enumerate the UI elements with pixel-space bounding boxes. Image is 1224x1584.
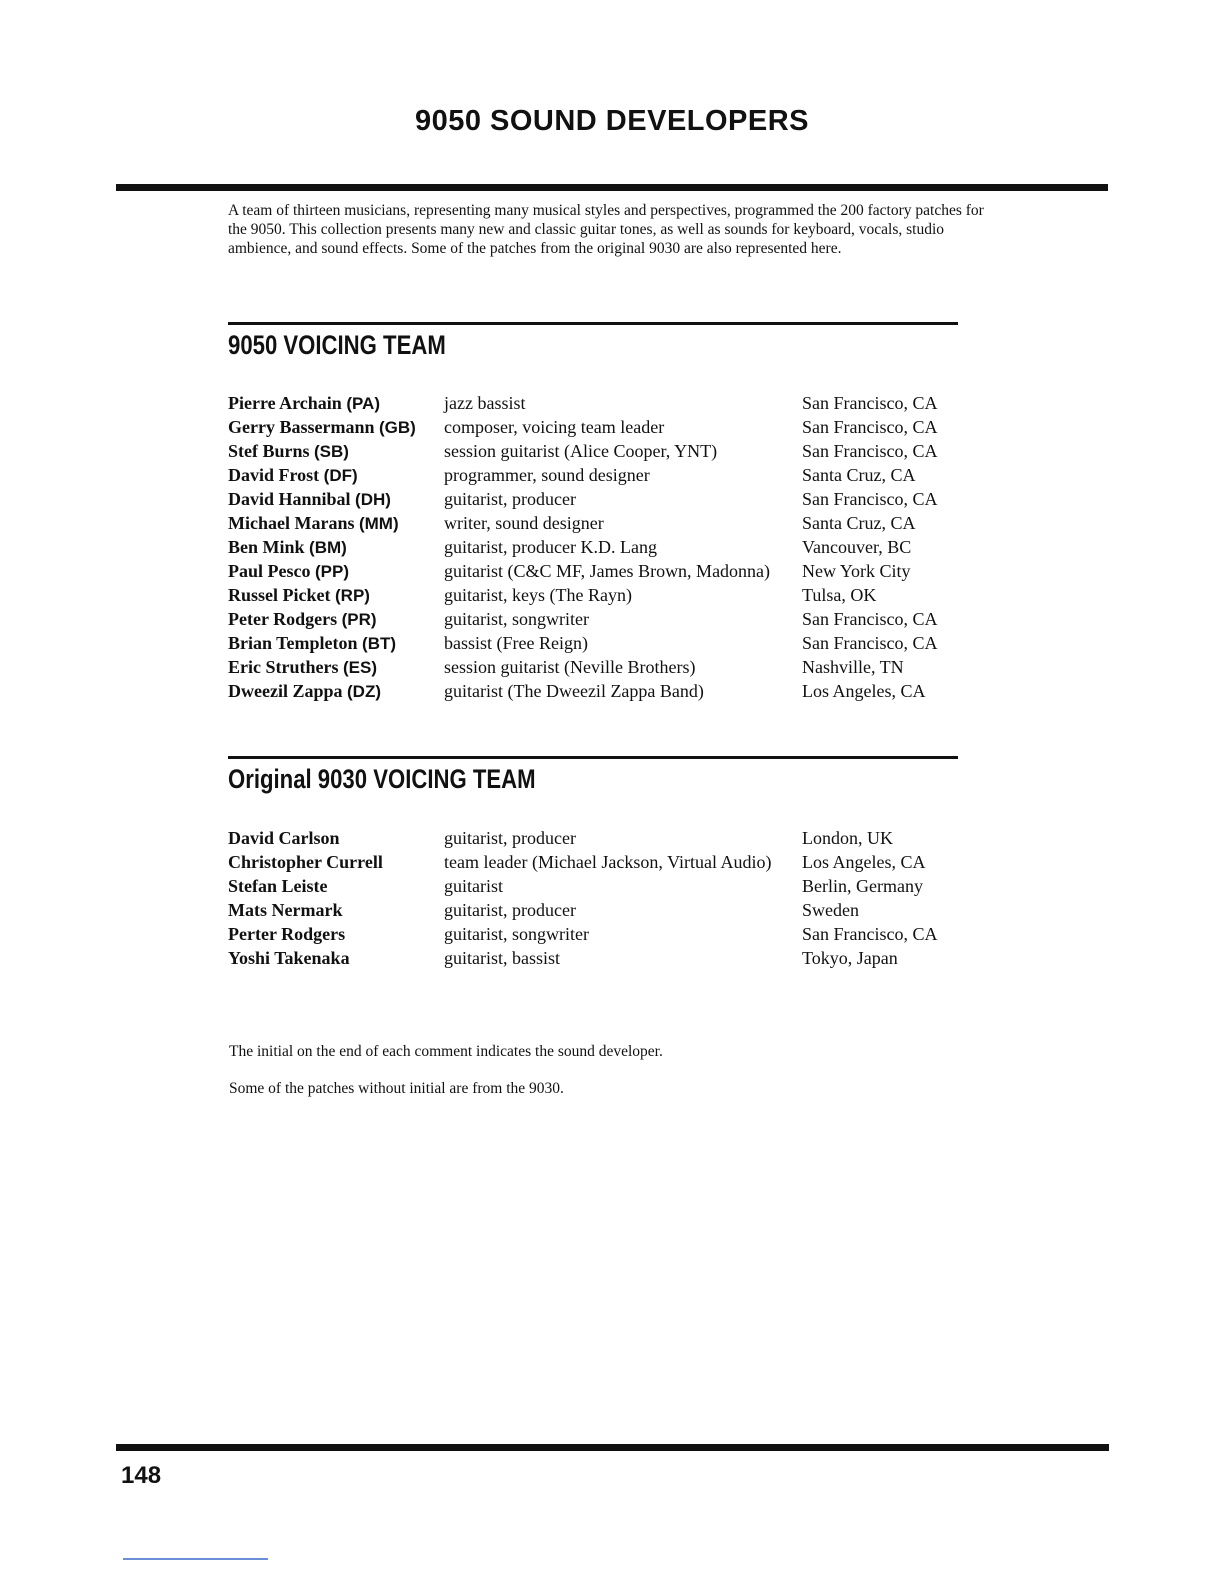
voicing-team-list bbox=[228, 391, 988, 703]
team-member-row bbox=[228, 439, 988, 463]
team-member-row bbox=[228, 874, 988, 898]
member-location: London, UK bbox=[802, 828, 893, 848]
member-name: Eric Struthers (ES) bbox=[228, 657, 377, 677]
member-role: jazz bassist bbox=[444, 393, 526, 413]
member-role: team leader (Michael Jackson, Virtual Audio) bbox=[444, 852, 772, 872]
bottom-divider bbox=[116, 1444, 1109, 1451]
member-location: Santa Cruz, CA bbox=[802, 465, 916, 485]
member-name: Ben Mink (BM) bbox=[228, 537, 347, 557]
member-role: bassist (Free Reign) bbox=[444, 633, 588, 653]
member-location: San Francisco, CA bbox=[802, 633, 938, 653]
member-location: Vancouver, BC bbox=[802, 537, 912, 557]
team-member-row bbox=[228, 946, 988, 970]
member-name: David Frost (DF) bbox=[228, 465, 358, 485]
page-number: 148 bbox=[121, 1462, 162, 1489]
member-location: San Francisco, CA bbox=[802, 441, 938, 461]
footnote: Some of the patches without initial are from the 9030. bbox=[229, 1080, 564, 1097]
member-name: Perter Rodgers bbox=[228, 924, 346, 944]
member-name: Christopher Currell bbox=[228, 852, 383, 872]
footnote: The initial on the end of each comment indicates the sound developer. bbox=[229, 1043, 663, 1060]
member-role: guitarist (The Dweezil Zappa Band) bbox=[444, 681, 704, 701]
member-location: San Francisco, CA bbox=[802, 393, 938, 413]
member-role: guitarist bbox=[444, 876, 503, 896]
team-member-row bbox=[228, 559, 988, 583]
team-member-row bbox=[228, 607, 988, 631]
member-role: programmer, sound designer bbox=[444, 465, 650, 485]
member-location: Los Angeles, CA bbox=[802, 681, 926, 701]
member-name: Stef Burns (SB) bbox=[228, 441, 349, 461]
member-name: David Hannibal (DH) bbox=[228, 489, 391, 509]
team-member-row bbox=[228, 922, 988, 946]
member-name: Paul Pesco (PP) bbox=[228, 561, 349, 581]
member-name: Michael Marans (MM) bbox=[228, 513, 399, 533]
member-location: Sweden bbox=[802, 900, 859, 920]
member-name: Peter Rodgers (PR) bbox=[228, 609, 377, 629]
member-location: New York City bbox=[802, 561, 911, 581]
member-location: Santa Cruz, CA bbox=[802, 513, 916, 533]
member-role: guitarist, producer bbox=[444, 489, 576, 509]
member-name: Yoshi Takenaka bbox=[228, 948, 350, 968]
member-name: Stefan Leiste bbox=[228, 876, 328, 896]
member-role: composer, voicing team leader bbox=[444, 417, 665, 437]
team-member-row bbox=[228, 535, 988, 559]
member-role: guitarist, songwriter bbox=[444, 924, 589, 944]
scan-mark bbox=[123, 1558, 268, 1560]
top-divider bbox=[116, 184, 1108, 191]
member-location: San Francisco, CA bbox=[802, 924, 938, 944]
team-member-row bbox=[228, 487, 988, 511]
original-team-heading: Original 9030 VOICING TEAM bbox=[228, 764, 536, 794]
voicing-team-heading: 9050 VOICING TEAM bbox=[228, 330, 446, 360]
member-role: guitarist, songwriter bbox=[444, 609, 589, 629]
team-member-row bbox=[228, 415, 988, 439]
member-location: Tokyo, Japan bbox=[802, 948, 898, 968]
team-member-row bbox=[228, 898, 988, 922]
member-role: guitarist, keys (The Rayn) bbox=[444, 585, 632, 605]
team-member-row bbox=[228, 511, 988, 535]
member-location: Berlin, Germany bbox=[802, 876, 923, 896]
member-name: Gerry Bassermann (GB) bbox=[228, 417, 416, 437]
member-role: writer, sound designer bbox=[444, 513, 604, 533]
member-name: David Carlson bbox=[228, 828, 340, 848]
team-member-row bbox=[228, 679, 988, 703]
member-location: Nashville, TN bbox=[802, 657, 904, 677]
team-member-row bbox=[228, 463, 988, 487]
member-location: San Francisco, CA bbox=[802, 417, 938, 437]
page-title: 9050 SOUND DEVELOPERS bbox=[414, 105, 810, 137]
member-role: guitarist, producer bbox=[444, 900, 576, 920]
member-name: Russel Picket (RP) bbox=[228, 585, 370, 605]
member-name: Pierre Archain (PA) bbox=[228, 393, 380, 413]
team-member-row bbox=[228, 583, 988, 607]
member-role: session guitarist (Neville Brothers) bbox=[444, 657, 696, 677]
section-divider bbox=[228, 322, 958, 325]
member-location: Los Angeles, CA bbox=[802, 852, 926, 872]
team-member-row bbox=[228, 655, 988, 679]
member-location: San Francisco, CA bbox=[802, 489, 938, 509]
section-divider bbox=[228, 756, 958, 759]
intro-paragraph: A team of thirteen musicians, representing many musical styles and perspectives, programmed the 200 factory patches for the 9050. This collection presents many new and classic guitar tones, as well as sounds for keyboard, vocals, studio ambience, and sound effects. Some of the patches from the original 9030 are also represented here. bbox=[228, 202, 984, 257]
member-location: San Francisco, CA bbox=[802, 609, 938, 629]
original-team-list bbox=[228, 826, 988, 970]
member-role: guitarist, producer bbox=[444, 828, 576, 848]
team-member-row bbox=[228, 850, 988, 874]
member-name: Mats Nermark bbox=[228, 900, 343, 920]
member-role: guitarist (C&C MF, James Brown, Madonna) bbox=[444, 561, 771, 581]
team-member-row bbox=[228, 631, 988, 655]
member-role: guitarist, producer K.D. Lang bbox=[444, 537, 657, 557]
member-role: guitarist, bassist bbox=[444, 948, 560, 968]
team-member-row bbox=[228, 826, 988, 850]
member-name: Brian Templeton (BT) bbox=[228, 633, 397, 653]
member-name: Dweezil Zappa (DZ) bbox=[228, 681, 381, 701]
member-role: session guitarist (Alice Cooper, YNT) bbox=[444, 441, 718, 461]
team-member-row bbox=[228, 391, 988, 415]
member-location: Tulsa, OK bbox=[802, 585, 877, 605]
